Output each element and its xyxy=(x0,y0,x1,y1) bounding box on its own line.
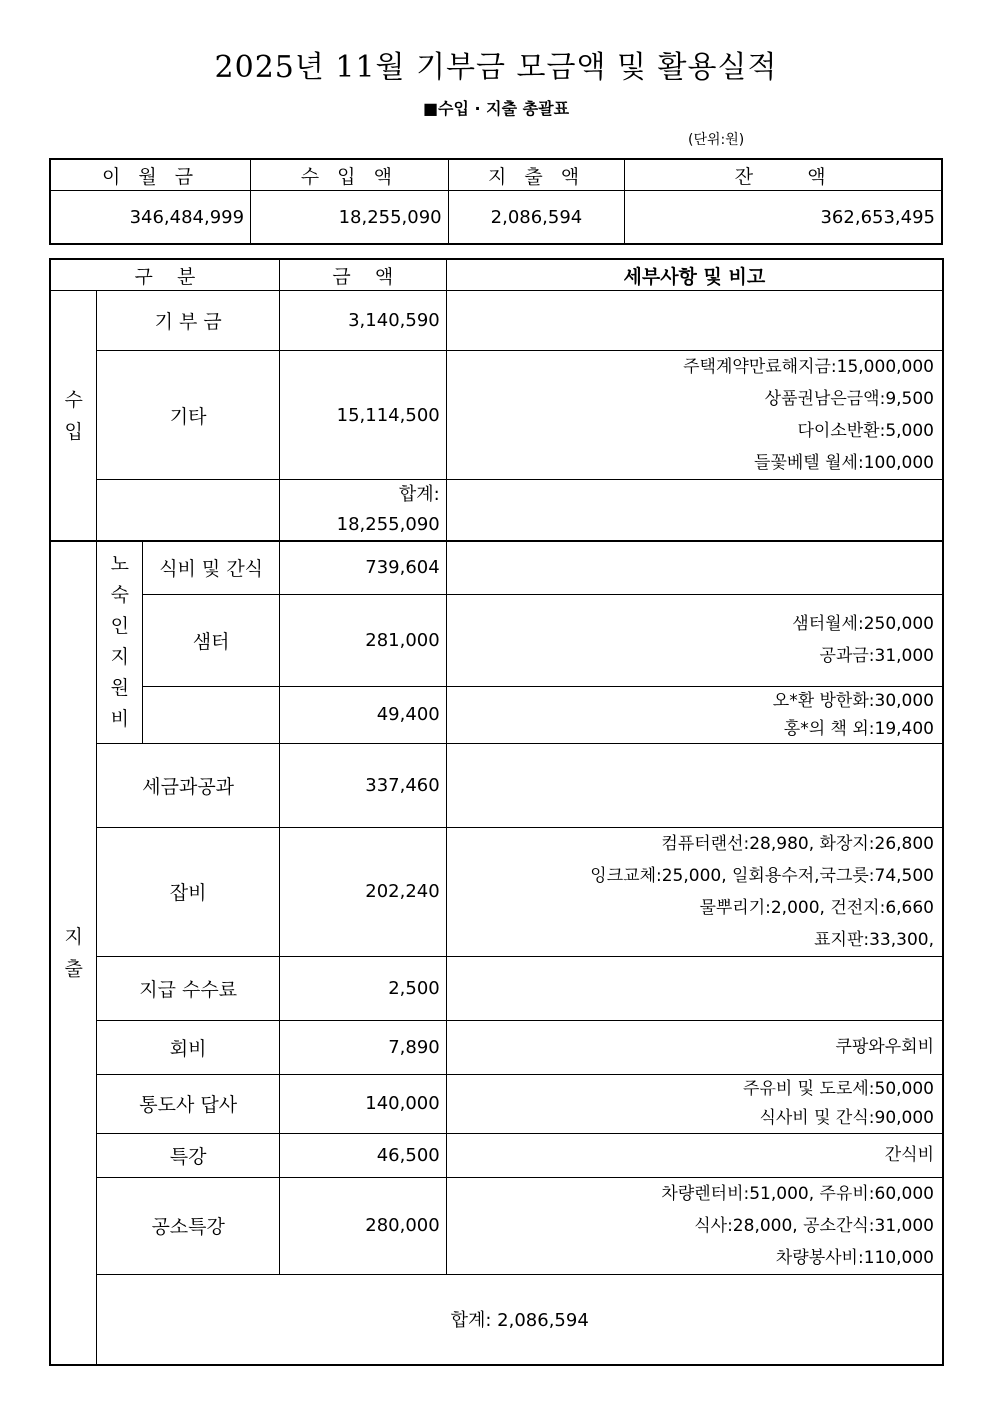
homeless-label-line: 원 xyxy=(110,677,130,700)
sundry-amount: 202,240 xyxy=(279,827,446,956)
homeless-support-label xyxy=(97,541,143,743)
detail-header-row xyxy=(50,259,943,291)
row-income-total xyxy=(50,480,943,542)
visit-label: 통도사 답사 xyxy=(97,1074,280,1133)
income-total-notes xyxy=(446,480,943,542)
summary-expense-value: 2,086,594 xyxy=(448,191,625,245)
detail-table xyxy=(49,258,944,1366)
row-other-income xyxy=(50,351,943,480)
summary-balance-value: 362,653,495 xyxy=(625,191,942,245)
expense-label xyxy=(50,541,97,1365)
header-category: 구 분 xyxy=(50,259,279,291)
sundry-notes xyxy=(446,827,943,956)
visit-amount: 140,000 xyxy=(279,1074,446,1133)
gongso-amount: 280,000 xyxy=(279,1177,446,1274)
tax-notes xyxy=(446,743,943,827)
sundry-label: 잡비 xyxy=(97,827,280,956)
row-membership xyxy=(50,1020,943,1074)
fee-amount: 2,500 xyxy=(279,956,446,1020)
row-sundry xyxy=(50,827,943,956)
note-line: 상품권남은금액:9,500 xyxy=(764,389,934,409)
row-fee xyxy=(50,956,943,1020)
membership-label: 회비 xyxy=(97,1020,280,1074)
misc-support-notes xyxy=(446,686,943,743)
summary-header-row xyxy=(50,159,942,191)
row-visit xyxy=(50,1074,943,1133)
row-donation xyxy=(50,291,943,351)
other-income-amount: 15,114,500 xyxy=(279,351,446,480)
expense-label-line: 출 xyxy=(64,958,83,980)
membership-note: 쿠팡와우회비 xyxy=(446,1020,943,1074)
note-line: 식사:28,000, 공소간식:31,000 xyxy=(694,1215,934,1236)
fee-notes xyxy=(446,956,943,1020)
income-total-amount: 18,255,090 xyxy=(336,514,440,535)
expense-label-line: 지 xyxy=(64,926,83,948)
income-label-line: 수 xyxy=(64,388,83,411)
note-line: 다이소반환:5,000 xyxy=(797,421,934,441)
note-line: 주택계약만료해지금:15,000,000 xyxy=(683,357,934,377)
homeless-label-line: 노 xyxy=(110,553,130,576)
summary-income-value: 18,255,090 xyxy=(251,191,449,245)
fee-label: 지급 수수료 xyxy=(97,956,280,1020)
homeless-label-line: 인 xyxy=(110,615,130,638)
lecture-note: 간식비 xyxy=(446,1133,943,1177)
summary-header-carryover: 이 월 금 xyxy=(50,159,251,191)
shelter-amount: 281,000 xyxy=(279,594,446,686)
other-income-label: 기타 xyxy=(97,351,280,480)
unit-label: (단위:원) xyxy=(688,132,745,148)
gongso-notes xyxy=(446,1177,943,1274)
income-label xyxy=(50,291,97,542)
income-total xyxy=(279,480,446,542)
summary-value-row xyxy=(50,191,942,245)
row-expense-total xyxy=(50,1274,943,1365)
note-line: 차량렌터비:51,000, 주유비:60,000 xyxy=(661,1183,934,1204)
row-tax xyxy=(50,743,943,827)
homeless-label-line: 비 xyxy=(110,708,130,731)
note-line: 샘터월세:250,000 xyxy=(792,614,934,634)
note-line: 공과금:31,000 xyxy=(819,646,934,666)
row-misc-support xyxy=(50,686,943,743)
note-line: 홍*의 책 외:19,400 xyxy=(783,718,934,739)
row-food xyxy=(50,541,943,594)
donation-notes xyxy=(446,291,943,351)
donation-amount: 3,140,590 xyxy=(279,291,446,351)
tax-amount: 337,460 xyxy=(279,743,446,827)
row-lecture xyxy=(50,1133,943,1177)
expense-total: 합계: 2,086,594 xyxy=(97,1274,943,1365)
row-shelter xyxy=(50,594,943,686)
summary-carryover-value: 346,484,999 xyxy=(50,191,251,245)
donation-label: 기 부 금 xyxy=(97,291,280,351)
membership-amount: 7,890 xyxy=(279,1020,446,1074)
summary-table xyxy=(49,158,943,245)
tax-label: 세금과공과 xyxy=(97,743,280,827)
income-total-blank xyxy=(97,480,280,542)
note-line: 잉크교체:25,000, 일회용수저,국그릇:74,500 xyxy=(590,865,934,886)
note-line: 차량봉사비:110,000 xyxy=(775,1247,934,1268)
summary-header-expense: 지 출 액 xyxy=(448,159,625,191)
note-line: 식사비 및 간식:90,000 xyxy=(759,1107,934,1128)
food-label: 식비 및 간식 xyxy=(143,541,280,594)
note-line: 표지판:33,300, xyxy=(814,929,934,950)
page-title: 2025년 11월 기부금 모금액 및 활용실적 xyxy=(214,50,778,85)
summary-header-balance: 잔 액 xyxy=(625,159,942,191)
other-income-notes xyxy=(446,351,943,480)
note-line: 물뿌리기:2,000, 건전지:6,660 xyxy=(699,897,934,918)
lecture-label: 특강 xyxy=(97,1133,280,1177)
visit-notes xyxy=(446,1074,943,1133)
gongso-label: 공소특강 xyxy=(97,1177,280,1274)
lecture-amount: 46,500 xyxy=(279,1133,446,1177)
summary-header-income: 수 입 액 xyxy=(251,159,449,191)
misc-support-amount: 49,400 xyxy=(279,686,446,743)
misc-support-label xyxy=(143,686,280,743)
note-line: 주유비 및 도로세:50,000 xyxy=(743,1078,934,1099)
note-line: 오*환 방한화:30,000 xyxy=(772,690,934,711)
note-line: 들꽃베텔 월세:100,000 xyxy=(754,453,934,473)
note-line: 컴퓨터랜선:28,980, 화장지:26,800 xyxy=(661,833,934,854)
subtitle: ■수입 · 지출 총괄표 xyxy=(422,99,570,118)
header-amount: 금 액 xyxy=(279,259,446,291)
shelter-notes xyxy=(446,594,943,686)
income-total-label: 합계: xyxy=(398,484,440,505)
homeless-label-line: 숙 xyxy=(110,584,130,607)
header-details: 세부사항 및 비고 xyxy=(446,259,943,291)
food-amount: 739,604 xyxy=(279,541,446,594)
homeless-label-line: 지 xyxy=(110,646,130,669)
food-notes xyxy=(446,541,943,594)
shelter-label: 샘터 xyxy=(143,594,280,686)
row-gongso xyxy=(50,1177,943,1274)
income-label-line: 입 xyxy=(64,420,83,443)
